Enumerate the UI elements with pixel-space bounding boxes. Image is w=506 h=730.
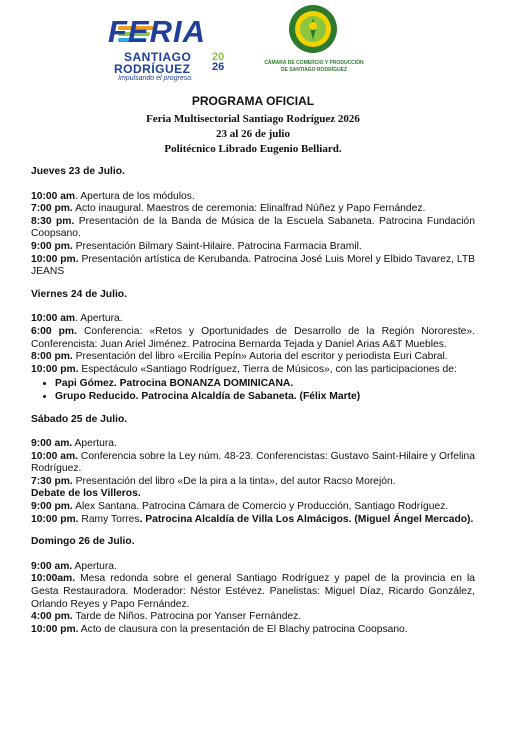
item-time: 9:00 am. bbox=[31, 438, 73, 450]
day-section-sunday bbox=[31, 536, 475, 636]
camara-logo-name bbox=[264, 60, 364, 74]
camara-name-line1: CÁMARA DE COMERCIO Y PRODUCCIÓN bbox=[264, 60, 364, 66]
item-text: Presentación de la Banda de Música de la Escuela Sabaneta. Patrocina Fundación Coopsano. bbox=[31, 215, 475, 240]
schedule-item bbox=[31, 241, 475, 254]
performer-list bbox=[31, 378, 475, 403]
item-time: 10:00 pm. bbox=[31, 623, 79, 635]
day-title: Jueves 23 de Julio. bbox=[31, 166, 125, 177]
day-title: Sábado 25 de Julio. bbox=[31, 413, 128, 425]
item-text: Acto inaugural. Maestros de ceremonia: Elinalfrad Núñez y Papo Fernández. bbox=[72, 203, 426, 215]
header-logos bbox=[0, 0, 506, 92]
schedule-item bbox=[31, 364, 475, 377]
item-time: 10:00 pm. bbox=[31, 253, 79, 265]
item-text: Apertura. bbox=[72, 560, 117, 572]
schedule-item bbox=[31, 488, 475, 501]
item-text: Presentación del libro «Ercilia Pepín» Autoria del escritor y periodista Euri Cabral. bbox=[72, 351, 448, 363]
item-text: Presentación artística de Kerubanda. Patrocina José Luis Morel y Elbido Tavarez, LTB JEANS bbox=[31, 253, 475, 278]
performer-item: • Papi Gómez. Patrocina BONANZA DOMINICANA. bbox=[55, 378, 475, 391]
schedule-item bbox=[31, 611, 475, 624]
item-time: 7:00 pm. bbox=[31, 203, 73, 215]
feria-logo-city-line1: SANTIAGO bbox=[124, 50, 192, 64]
schedule-item bbox=[31, 561, 475, 574]
item-time: 9:00 pm. bbox=[31, 240, 73, 252]
item-text: Espectáculo «Santiago Rodríguez, Tierra de Músicos», con las participaciones de: bbox=[78, 363, 457, 375]
feria-logo-word: FERIA bbox=[108, 14, 206, 49]
schedule-item bbox=[31, 476, 475, 489]
feria-logo-year bbox=[212, 52, 234, 72]
chamber-of-commerce-seal-icon bbox=[288, 4, 338, 54]
item-text: Mesa redonda sobre el general Santiago Rodríguez y papel de la provincia en la Gesta Restauradora. Moderador: Néstor Estévez. Panelistas: Miguel Díaz, Ricardo González, Orlando Reyes y Papo Fernández. bbox=[31, 573, 475, 610]
schedule-item bbox=[31, 191, 475, 204]
item-text: Tarde de Niños. Patrocina por Yanser Fernández. bbox=[72, 611, 302, 623]
document-titles bbox=[0, 94, 506, 157]
schedule-item bbox=[31, 203, 475, 216]
feria-logo-year-top: 20 bbox=[212, 51, 225, 63]
schedule-item bbox=[31, 451, 475, 476]
item-time: 10:00 am bbox=[31, 190, 76, 202]
item-time: Debate de los Villeros. bbox=[31, 488, 141, 500]
schedule-item bbox=[31, 573, 475, 611]
schedule-item bbox=[31, 254, 475, 279]
camara-name-line2: DE SANTIAGO RODRÍGUEZ bbox=[280, 67, 348, 73]
item-text: . Apertura de los módulos. bbox=[75, 190, 195, 202]
item-time: 10:00 am bbox=[31, 313, 76, 325]
item-time: 7:30 pm. bbox=[31, 475, 73, 487]
schedule-item bbox=[31, 351, 475, 364]
schedule-item bbox=[31, 438, 475, 451]
program-content bbox=[31, 166, 475, 646]
item-time: 8:30 pm. bbox=[31, 215, 75, 227]
schedule-item bbox=[31, 624, 475, 637]
feria-logo bbox=[104, 14, 234, 84]
item-text: Conferencia sobre la Ley núm. 48-23. Conferencistas: Gustavo Saint-Hilaire y Orfelina Rodríguez. bbox=[31, 450, 475, 475]
schedule-item bbox=[31, 501, 475, 514]
item-text: . Apertura. bbox=[75, 313, 123, 325]
item-text: Presentación del libro «De la pira a la tinta», del autor Racso Morejón. bbox=[72, 475, 396, 487]
event-name: Feria Multisectorial Santiago Rodríguez 2026 bbox=[146, 113, 360, 125]
day-section-thursday bbox=[31, 166, 475, 279]
item-time: 8:00 pm. bbox=[31, 351, 73, 363]
item-time: 10:00am. bbox=[31, 573, 76, 585]
item-text: Alex Santana. Patrocina Cámara de Comercio y Producción, Santiago Rodríguez. bbox=[72, 501, 449, 513]
item-time: 10:00 pm. bbox=[31, 513, 79, 525]
feria-logo-city-line2: RODRÍGUEZ bbox=[114, 62, 191, 76]
day-section-saturday bbox=[31, 414, 475, 527]
item-text: Apertura. bbox=[72, 438, 117, 450]
performer-item: • Grupo Reducido. Patrocina Alcaldía de Sabaneta. (Félix Marte) bbox=[55, 391, 475, 404]
item-text: Conferencia: «Retos y Oportunidades de Desarrollo de la Región Nororeste». Conferencista: Juan Ariel Jiménez. Patrocina Bernarda Tejada y Daniel Arias A&T Muebles. bbox=[31, 325, 475, 350]
schedule-item bbox=[31, 326, 475, 351]
feria-logo-year-bottom: 26 bbox=[212, 61, 225, 73]
page-title: PROGRAMA OFICIAL bbox=[191, 94, 315, 108]
schedule-item bbox=[31, 216, 475, 241]
event-dates: 23 al 26 de julio bbox=[216, 128, 290, 140]
item-time: 10:00 pm. bbox=[31, 363, 79, 375]
day-title: Domingo 26 de Julio. bbox=[31, 536, 135, 548]
feria-logo-slogan: Impulsando el progreso. bbox=[118, 75, 194, 82]
item-text: Acto de clausura con la presentación de El Blachy patrocina Coopsano. bbox=[78, 623, 408, 635]
schedule-item bbox=[31, 514, 475, 527]
item-time: 9:00 am. bbox=[31, 560, 73, 572]
item-time: 4:00 pm. bbox=[31, 611, 73, 623]
day-title: Viernes 24 de Julio. bbox=[31, 288, 127, 300]
event-venue: Politécnico Librado Eugenio Belliard. bbox=[164, 143, 342, 155]
item-time: 9:00 pm. bbox=[31, 501, 73, 513]
day-section-friday bbox=[31, 289, 475, 404]
schedule-item bbox=[31, 313, 475, 326]
item-sponsor: . Patrocina Alcaldía de Villa Los Almácigos. (Miguel Ángel Mercado). bbox=[139, 513, 474, 525]
item-text: Ramy Torres bbox=[78, 513, 140, 525]
camara-logo bbox=[264, 4, 364, 92]
item-text: Presentación Bilmary Saint-Hilaire. Patrocina Farmacia Bramil. bbox=[72, 240, 362, 252]
item-time: 10:00 am. bbox=[31, 450, 78, 462]
item-time: 6:00 pm. bbox=[31, 325, 77, 337]
